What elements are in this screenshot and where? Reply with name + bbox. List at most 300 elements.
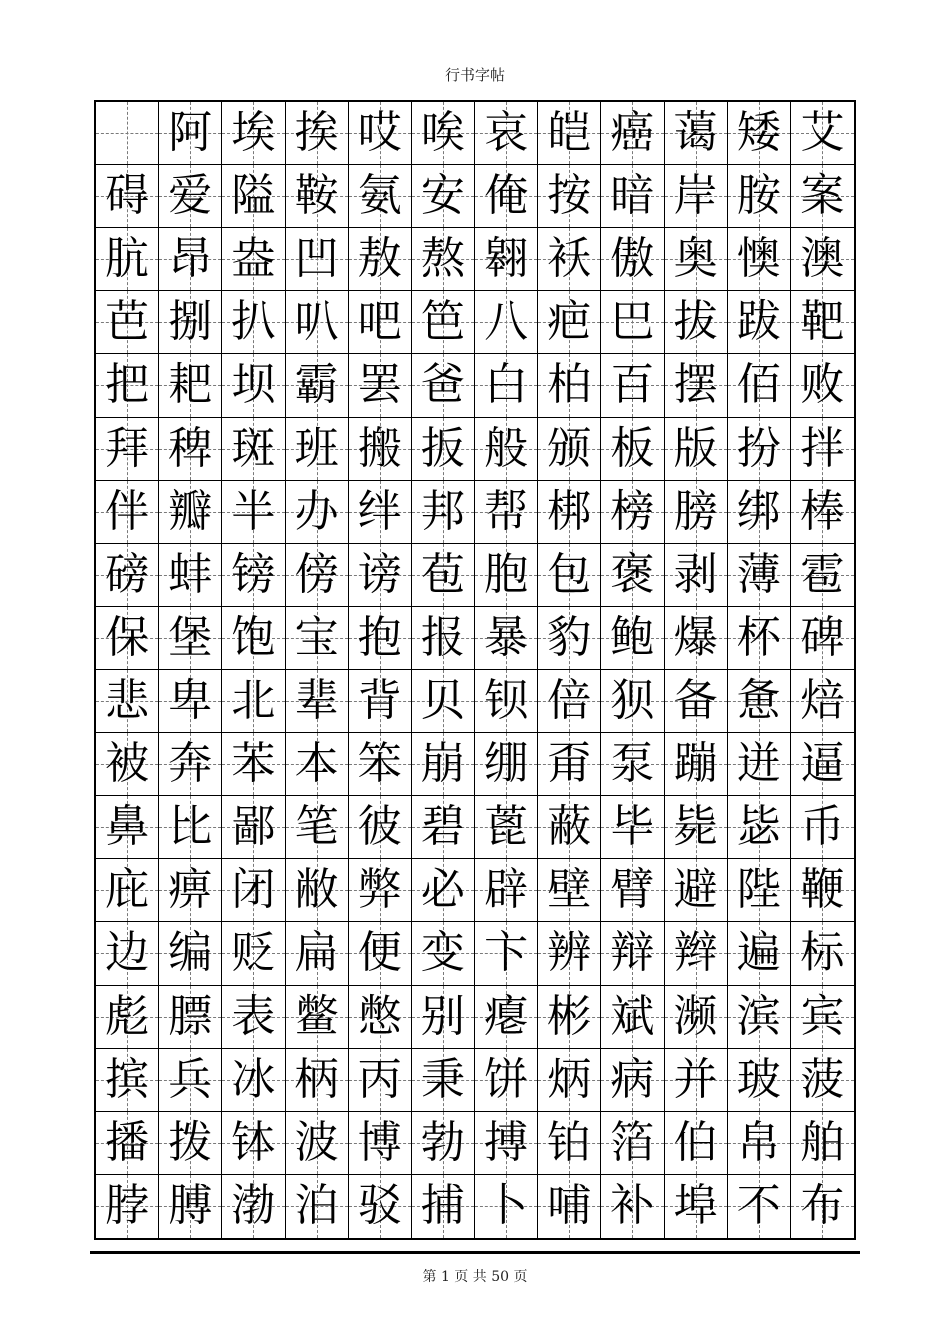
grid-cell: [601, 102, 664, 165]
grid-cell: [286, 607, 349, 670]
practice-character: 绊: [357, 485, 402, 537]
grid-cell: [601, 291, 664, 354]
grid-cell: [159, 418, 222, 481]
practice-character: 兵: [168, 1053, 213, 1105]
practice-character: 卜: [484, 1180, 529, 1232]
grid-cell: [475, 418, 538, 481]
practice-character: 般: [484, 422, 529, 474]
practice-character: 冰: [231, 1053, 276, 1105]
grid-cell: [286, 228, 349, 291]
practice-character: 辈: [294, 675, 339, 727]
grid-cell: [728, 102, 791, 165]
practice-character: 惫: [736, 675, 781, 727]
grid-cell: [412, 1175, 475, 1238]
practice-character: 炳: [547, 1053, 592, 1105]
practice-character: 办: [294, 485, 339, 537]
practice-character: 毕: [610, 801, 655, 853]
practice-character: 拌: [800, 422, 845, 474]
practice-character: 案: [800, 170, 845, 222]
grid-cell: [222, 228, 285, 291]
practice-character: 摆: [673, 359, 718, 411]
grid-cell: [601, 1175, 664, 1238]
grid-cell: [665, 418, 728, 481]
grid-cell: [791, 1175, 854, 1238]
grid-cell: [96, 986, 159, 1049]
practice-character: 斌: [610, 990, 655, 1042]
practice-character: 拜: [105, 422, 150, 474]
practice-character: 贝: [420, 675, 465, 727]
grid-cell: [349, 1112, 412, 1175]
grid-cell: [96, 291, 159, 354]
grid-cell: [728, 544, 791, 607]
grid-cell: [349, 228, 412, 291]
grid-cell: [791, 102, 854, 165]
practice-character: 布: [800, 1180, 845, 1232]
grid-cell: [601, 1049, 664, 1112]
grid-cell: [601, 670, 664, 733]
practice-character: 剥: [673, 548, 718, 600]
grid-cell: [791, 165, 854, 228]
grid-cell: [349, 165, 412, 228]
practice-character: 鼻: [105, 801, 150, 853]
practice-character: 钵: [231, 1116, 276, 1168]
grid-cell: [475, 1049, 538, 1112]
grid-cell: [412, 922, 475, 985]
grid-cell: [665, 228, 728, 291]
grid-cell: [538, 165, 601, 228]
practice-character: 伴: [105, 485, 150, 537]
practice-character: 别: [420, 990, 465, 1042]
grid-cell: [349, 986, 412, 1049]
grid-cell: [601, 796, 664, 859]
grid-cell: [286, 670, 349, 733]
grid-cell: [222, 733, 285, 796]
grid-cell: [159, 354, 222, 417]
practice-character: 膊: [168, 1180, 213, 1232]
grid-cell: [286, 859, 349, 922]
practice-character: 疤: [547, 296, 592, 348]
practice-character: 扳: [420, 422, 465, 474]
grid-cell: [538, 544, 601, 607]
grid-cell: [159, 922, 222, 985]
practice-character: 巴: [610, 296, 655, 348]
grid-cell: [538, 1112, 601, 1175]
grid-cell: [538, 1049, 601, 1112]
grid-cell: [791, 544, 854, 607]
practice-character: 铂: [547, 1116, 592, 1168]
grid-cell: [222, 102, 285, 165]
grid-cell: [96, 733, 159, 796]
practice-character: 芭: [105, 296, 150, 348]
grid-cell: [728, 481, 791, 544]
grid-cell: [222, 291, 285, 354]
grid-cell: [475, 796, 538, 859]
grid-cell: [665, 1112, 728, 1175]
practice-character: 捌: [168, 296, 213, 348]
grid-cell: [665, 165, 728, 228]
practice-character: 鞍: [294, 170, 339, 222]
practice-character: 安: [420, 170, 465, 222]
grid-cell: [286, 354, 349, 417]
practice-character: 傲: [610, 233, 655, 285]
practice-character: 包: [547, 548, 592, 600]
practice-character: 保: [105, 611, 150, 663]
practice-character: 驳: [357, 1180, 402, 1232]
practice-character: 不: [736, 1180, 781, 1232]
practice-character: 半: [231, 485, 276, 537]
practice-character: 卞: [484, 927, 529, 979]
practice-character: 瓣: [168, 485, 213, 537]
practice-character: 崩: [420, 738, 465, 790]
practice-character: 被: [105, 738, 150, 790]
practice-character: 蚌: [168, 548, 213, 600]
grid-cell: [412, 544, 475, 607]
practice-character: 谤: [357, 548, 402, 600]
page-number: 第 1 页 共 50 页: [422, 1269, 528, 1285]
practice-character: 避: [673, 864, 718, 916]
grid-cell: [791, 1112, 854, 1175]
grid-cell: [222, 607, 285, 670]
grid-cell: [601, 418, 664, 481]
practice-character: 吧: [357, 296, 402, 348]
grid-cell: [286, 165, 349, 228]
practice-character: 鲍: [610, 611, 655, 663]
practice-character: 备: [673, 675, 718, 727]
practice-character: 埃: [231, 107, 276, 159]
practice-character: 边: [105, 927, 150, 979]
grid-cell: [475, 986, 538, 1049]
practice-character: 杯: [736, 611, 781, 663]
grid-cell: [665, 354, 728, 417]
practice-character: 盎: [231, 233, 276, 285]
practice-character: 饼: [484, 1053, 529, 1105]
grid-cell: [349, 418, 412, 481]
grid-cell: [475, 481, 538, 544]
practice-character: 编: [168, 927, 213, 979]
practice-character: 苯: [231, 738, 276, 790]
grid-cell: [791, 607, 854, 670]
practice-character: 胺: [736, 170, 781, 222]
practice-character: 豹: [547, 611, 592, 663]
practice-character: 丙: [357, 1053, 402, 1105]
practice-character: 罢: [357, 359, 402, 411]
grid-cell: [538, 922, 601, 985]
practice-character: 挨: [294, 107, 339, 159]
grid-cell: [222, 670, 285, 733]
grid-cell: [286, 796, 349, 859]
practice-character: 辟: [484, 864, 529, 916]
practice-character: 澳: [800, 233, 845, 285]
grid-cell: [475, 1112, 538, 1175]
grid-cell: [412, 418, 475, 481]
practice-character: 悲: [105, 675, 150, 727]
grid-cell: [665, 607, 728, 670]
grid-cell: [286, 986, 349, 1049]
grid-cell: [791, 859, 854, 922]
grid-cell: [96, 354, 159, 417]
practice-character: 耙: [168, 359, 213, 411]
practice-character: 磅: [105, 548, 150, 600]
grid-cell: [538, 607, 601, 670]
practice-character: 蔼: [673, 107, 718, 159]
practice-character: 敖: [357, 233, 402, 285]
grid-cell: [601, 922, 664, 985]
practice-character: 帮: [484, 485, 529, 537]
grid-cell: [96, 607, 159, 670]
practice-character: 箔: [610, 1116, 655, 1168]
grid-cell: [475, 1175, 538, 1238]
practice-character: 跋: [736, 296, 781, 348]
practice-character: 泊: [294, 1180, 339, 1232]
grid-cell: [286, 544, 349, 607]
grid-cell: [538, 291, 601, 354]
practice-character: 摈: [105, 1053, 150, 1105]
practice-character: 袄: [547, 233, 592, 285]
practice-character: 逼: [800, 738, 845, 790]
grid-cell: [412, 986, 475, 1049]
practice-character: 暴: [484, 611, 529, 663]
grid-cell: [601, 481, 664, 544]
practice-character: 必: [420, 864, 465, 916]
grid-cell: [791, 1049, 854, 1112]
grid-cell: [96, 1049, 159, 1112]
practice-character: 榜: [610, 485, 655, 537]
grid-cell: [728, 291, 791, 354]
grid-cell: [791, 796, 854, 859]
practice-character: 臂: [610, 864, 655, 916]
grid-cell: [665, 291, 728, 354]
practice-character: 胞: [484, 548, 529, 600]
practice-character: 痹: [168, 864, 213, 916]
practice-character: 拨: [168, 1116, 213, 1168]
vertical-guide-line: [127, 102, 128, 164]
practice-character: 彪: [105, 990, 150, 1042]
practice-character: 病: [610, 1053, 655, 1105]
grid-cell: [791, 291, 854, 354]
practice-character: 白: [484, 359, 529, 411]
practice-character: 柏: [547, 359, 592, 411]
grid-cell: [538, 418, 601, 481]
grid-cell: [791, 481, 854, 544]
practice-character: 俺: [484, 170, 529, 222]
practice-character: 舶: [800, 1116, 845, 1168]
footer-divider: [90, 1251, 860, 1254]
grid-cell: [601, 354, 664, 417]
practice-character: 玻: [736, 1053, 781, 1105]
practice-character: 并: [673, 1053, 718, 1105]
grid-cell: [159, 102, 222, 165]
practice-character: 唉: [420, 107, 465, 159]
grid-cell: [475, 228, 538, 291]
grid-cell: [728, 986, 791, 1049]
grid-cell: [159, 228, 222, 291]
practice-character: 背: [357, 675, 402, 727]
grid-cell: [475, 291, 538, 354]
practice-character: 笔: [294, 801, 339, 853]
practice-character: 鳖: [294, 990, 339, 1042]
practice-character: 笨: [357, 738, 402, 790]
practice-character: 毙: [673, 801, 718, 853]
grid-cell: [96, 228, 159, 291]
practice-character: 弊: [357, 864, 402, 916]
practice-character: 按: [547, 170, 592, 222]
practice-character: 苞: [420, 548, 465, 600]
grid-cell: [601, 165, 664, 228]
practice-character: 懊: [736, 233, 781, 285]
grid-cell: [538, 986, 601, 1049]
practice-character: 爸: [420, 359, 465, 411]
grid-cell: [159, 1175, 222, 1238]
grid-cell: [728, 228, 791, 291]
practice-character: 傍: [294, 548, 339, 600]
grid-cell: [665, 733, 728, 796]
grid-cell: [222, 354, 285, 417]
practice-character: 卑: [168, 675, 213, 727]
practice-character: 霸: [294, 359, 339, 411]
practice-character: 焙: [800, 675, 845, 727]
grid-cell: [412, 859, 475, 922]
practice-character: 伯: [673, 1116, 718, 1168]
practice-character: 佰: [736, 359, 781, 411]
grid-cell: [665, 670, 728, 733]
grid-cell: [286, 418, 349, 481]
grid-cell: [728, 922, 791, 985]
practice-character: 陛: [736, 864, 781, 916]
practice-character: 瘪: [484, 990, 529, 1042]
grid-cell: [412, 607, 475, 670]
practice-character: 钡: [484, 675, 529, 727]
practice-character: 哀: [484, 107, 529, 159]
grid-cell: [222, 1049, 285, 1112]
grid-cell: [412, 670, 475, 733]
grid-cell: [728, 859, 791, 922]
grid-cell: [665, 1049, 728, 1112]
practice-character: 变: [420, 927, 465, 979]
practice-character: 饱: [231, 611, 276, 663]
grid-cell: [728, 418, 791, 481]
grid-cell: [96, 544, 159, 607]
practice-character: 褒: [610, 548, 655, 600]
practice-character: 爆: [673, 611, 718, 663]
grid-cell: [286, 1175, 349, 1238]
grid-cell: [159, 1049, 222, 1112]
grid-cell: [538, 859, 601, 922]
grid-cell: [159, 1112, 222, 1175]
grid-cell: [96, 165, 159, 228]
grid-cell: [665, 544, 728, 607]
practice-character: 比: [168, 801, 213, 853]
grid-cell: [538, 228, 601, 291]
practice-character: 板: [610, 422, 655, 474]
grid-cell: [349, 354, 412, 417]
grid-cell: [286, 922, 349, 985]
practice-character: 搏: [484, 1116, 529, 1168]
grid-cell: [601, 607, 664, 670]
grid-cell: [159, 670, 222, 733]
practice-character: 艾: [800, 107, 845, 159]
grid-cell: [728, 796, 791, 859]
practice-character: 勃: [420, 1116, 465, 1168]
grid-cell: [222, 544, 285, 607]
grid-cell: [159, 733, 222, 796]
practice-character: 肮: [105, 233, 150, 285]
practice-character: 绷: [484, 738, 529, 790]
practice-character: 北: [231, 675, 276, 727]
grid-cell: [412, 733, 475, 796]
practice-character: 班: [294, 422, 339, 474]
practice-character: 隘: [231, 170, 276, 222]
practice-character: 爱: [168, 170, 213, 222]
practice-character: 版: [673, 422, 718, 474]
practice-character: 蔽: [547, 801, 592, 853]
grid-cell: [665, 796, 728, 859]
grid-cell: [665, 481, 728, 544]
grid-cell: [665, 922, 728, 985]
grid-cell: [791, 670, 854, 733]
practice-character: 补: [610, 1180, 655, 1232]
grid-cell: [538, 354, 601, 417]
grid-cell: [475, 607, 538, 670]
grid-cell: [222, 1112, 285, 1175]
grid-cell: [412, 481, 475, 544]
practice-character: 扁: [294, 927, 339, 979]
practice-character: 波: [294, 1116, 339, 1168]
practice-character: 把: [105, 359, 150, 411]
grid-cell: [601, 986, 664, 1049]
grid-cell: [349, 922, 412, 985]
practice-character: 岸: [673, 170, 718, 222]
practice-character: 氨: [357, 170, 402, 222]
practice-character: 秉: [420, 1053, 465, 1105]
grid-cell: [412, 291, 475, 354]
grid-cell: [222, 986, 285, 1049]
grid-cell: [475, 733, 538, 796]
grid-cell: [728, 354, 791, 417]
practice-character: 表: [231, 990, 276, 1042]
grid-cell: [791, 733, 854, 796]
practice-character: 棒: [800, 485, 845, 537]
grid-cell: [538, 481, 601, 544]
grid-cell: [349, 544, 412, 607]
practice-character: 帛: [736, 1116, 781, 1168]
practice-character: 堡: [168, 611, 213, 663]
practice-character: 辩: [610, 927, 655, 979]
grid-cell: [96, 481, 159, 544]
practice-character: 便: [357, 927, 402, 979]
grid-cell: [412, 1112, 475, 1175]
grid-cell: [222, 418, 285, 481]
grid-cell: [96, 796, 159, 859]
practice-character: 暗: [610, 170, 655, 222]
grid-cell: [222, 481, 285, 544]
practice-character: 毖: [736, 801, 781, 853]
practice-character: 皑: [547, 107, 592, 159]
grid-cell: [286, 291, 349, 354]
practice-character: 颁: [547, 422, 592, 474]
grid-cell: [349, 670, 412, 733]
grid-cell: [538, 102, 601, 165]
grid-cell: [475, 165, 538, 228]
practice-character: 百: [610, 359, 655, 411]
grid-cell: [159, 481, 222, 544]
practice-character: 膘: [168, 990, 213, 1042]
grid-cell: [601, 228, 664, 291]
grid-cell: [286, 733, 349, 796]
practice-character: 翱: [484, 233, 529, 285]
grid-cell: [349, 733, 412, 796]
practice-character: 镑: [231, 548, 276, 600]
grid-cell: [412, 102, 475, 165]
